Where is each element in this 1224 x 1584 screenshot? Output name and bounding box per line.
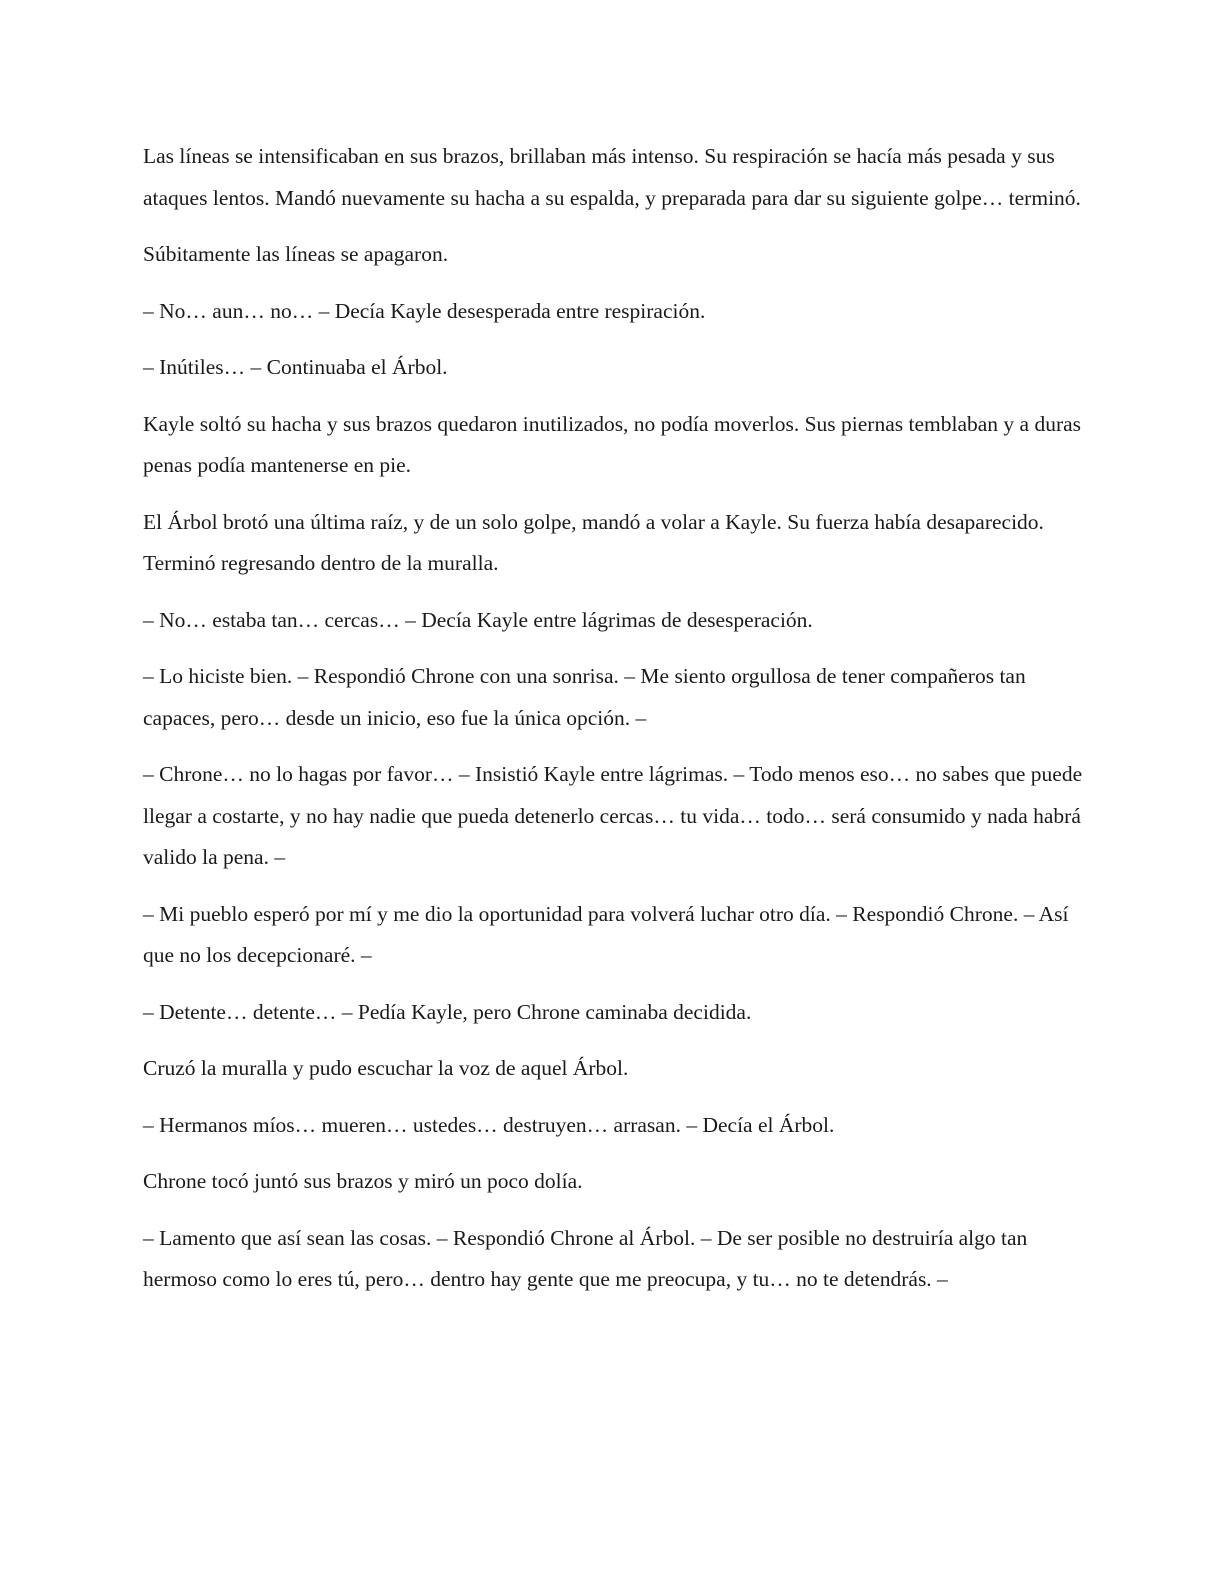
paragraph: Súbitamente las líneas se apagaron.	[143, 242, 449, 266]
paragraph: Cruzó la muralla y pudo escuchar la voz de aquel Árbol.	[143, 1056, 629, 1080]
paragraph: – Mi pueblo esperó por mí y me dio la oportunidad para volverá luchar otro día. – Respondió Chrone. – Así que no los decepcionaré. –	[143, 901, 1069, 967]
paragraph: – Inútiles… – Continuaba el Árbol.	[143, 355, 448, 379]
paragraph: El Árbol brotó una última raíz, y de un solo golpe, mandó a volar a Kayle. Su fuerza había desaparecido. Terminó regresando dentro de la muralla.	[143, 509, 1044, 575]
paragraph: – Chrone… no lo hagas por favor… – Insistió Kayle entre lágrimas. – Todo menos eso… no sabes que puede llegar a costarte, y no hay nadie que pueda detenerlo cercas… tu vida… todo… será consumido y nada habrá valido la pena. –	[143, 762, 1083, 869]
paragraph: – Detente… detente… – Pedía Kayle, pero Chrone caminaba decidida.	[143, 999, 752, 1024]
paragraph: – Lo hiciste bien. – Respondió Chrone con una sonrisa. – Me siento orgullosa de tener compañeros tan capaces, pero… desde un inicio, eso fue la única opción. –	[143, 664, 1026, 730]
paragraph: – Lamento que así sean las cosas. – Respondió Chrone al Árbol. – De ser posible no destruiría algo tan hermoso como lo eres tú, pero… dentro hay gente que me preocupa, y tu… no te detendrás. –	[143, 1225, 1028, 1291]
paragraph: – No… estaba tan… cercas… – Decía Kayle entre lágrimas de desesperación.	[143, 607, 813, 632]
body-text	[143, 136, 1083, 1316]
paragraph: Chrone tocó juntó sus brazos y miró un poco dolía.	[143, 1169, 583, 1193]
paragraph: – No… aun… no… – Decía Kayle desesperada entre respiración.	[143, 298, 706, 323]
paragraph: Kayle soltó su hacha y sus brazos quedaron inutilizados, no podía moverlos. Sus piernas temblaban y a duras penas podía mantenerse en pie.	[143, 411, 1082, 477]
paragraph: – Hermanos míos… mueren… ustedes… destruyen… arrasan. – Decía el Árbol.	[143, 1112, 835, 1137]
paragraph: Las líneas se intensificaban en sus brazos, brillaban más intenso. Su respiración se hacía más pesada y sus ataques lentos. Mandó nuevamente su hacha a su espalda, y preparada para dar su siguiente golpe… terminó.	[143, 144, 1081, 210]
